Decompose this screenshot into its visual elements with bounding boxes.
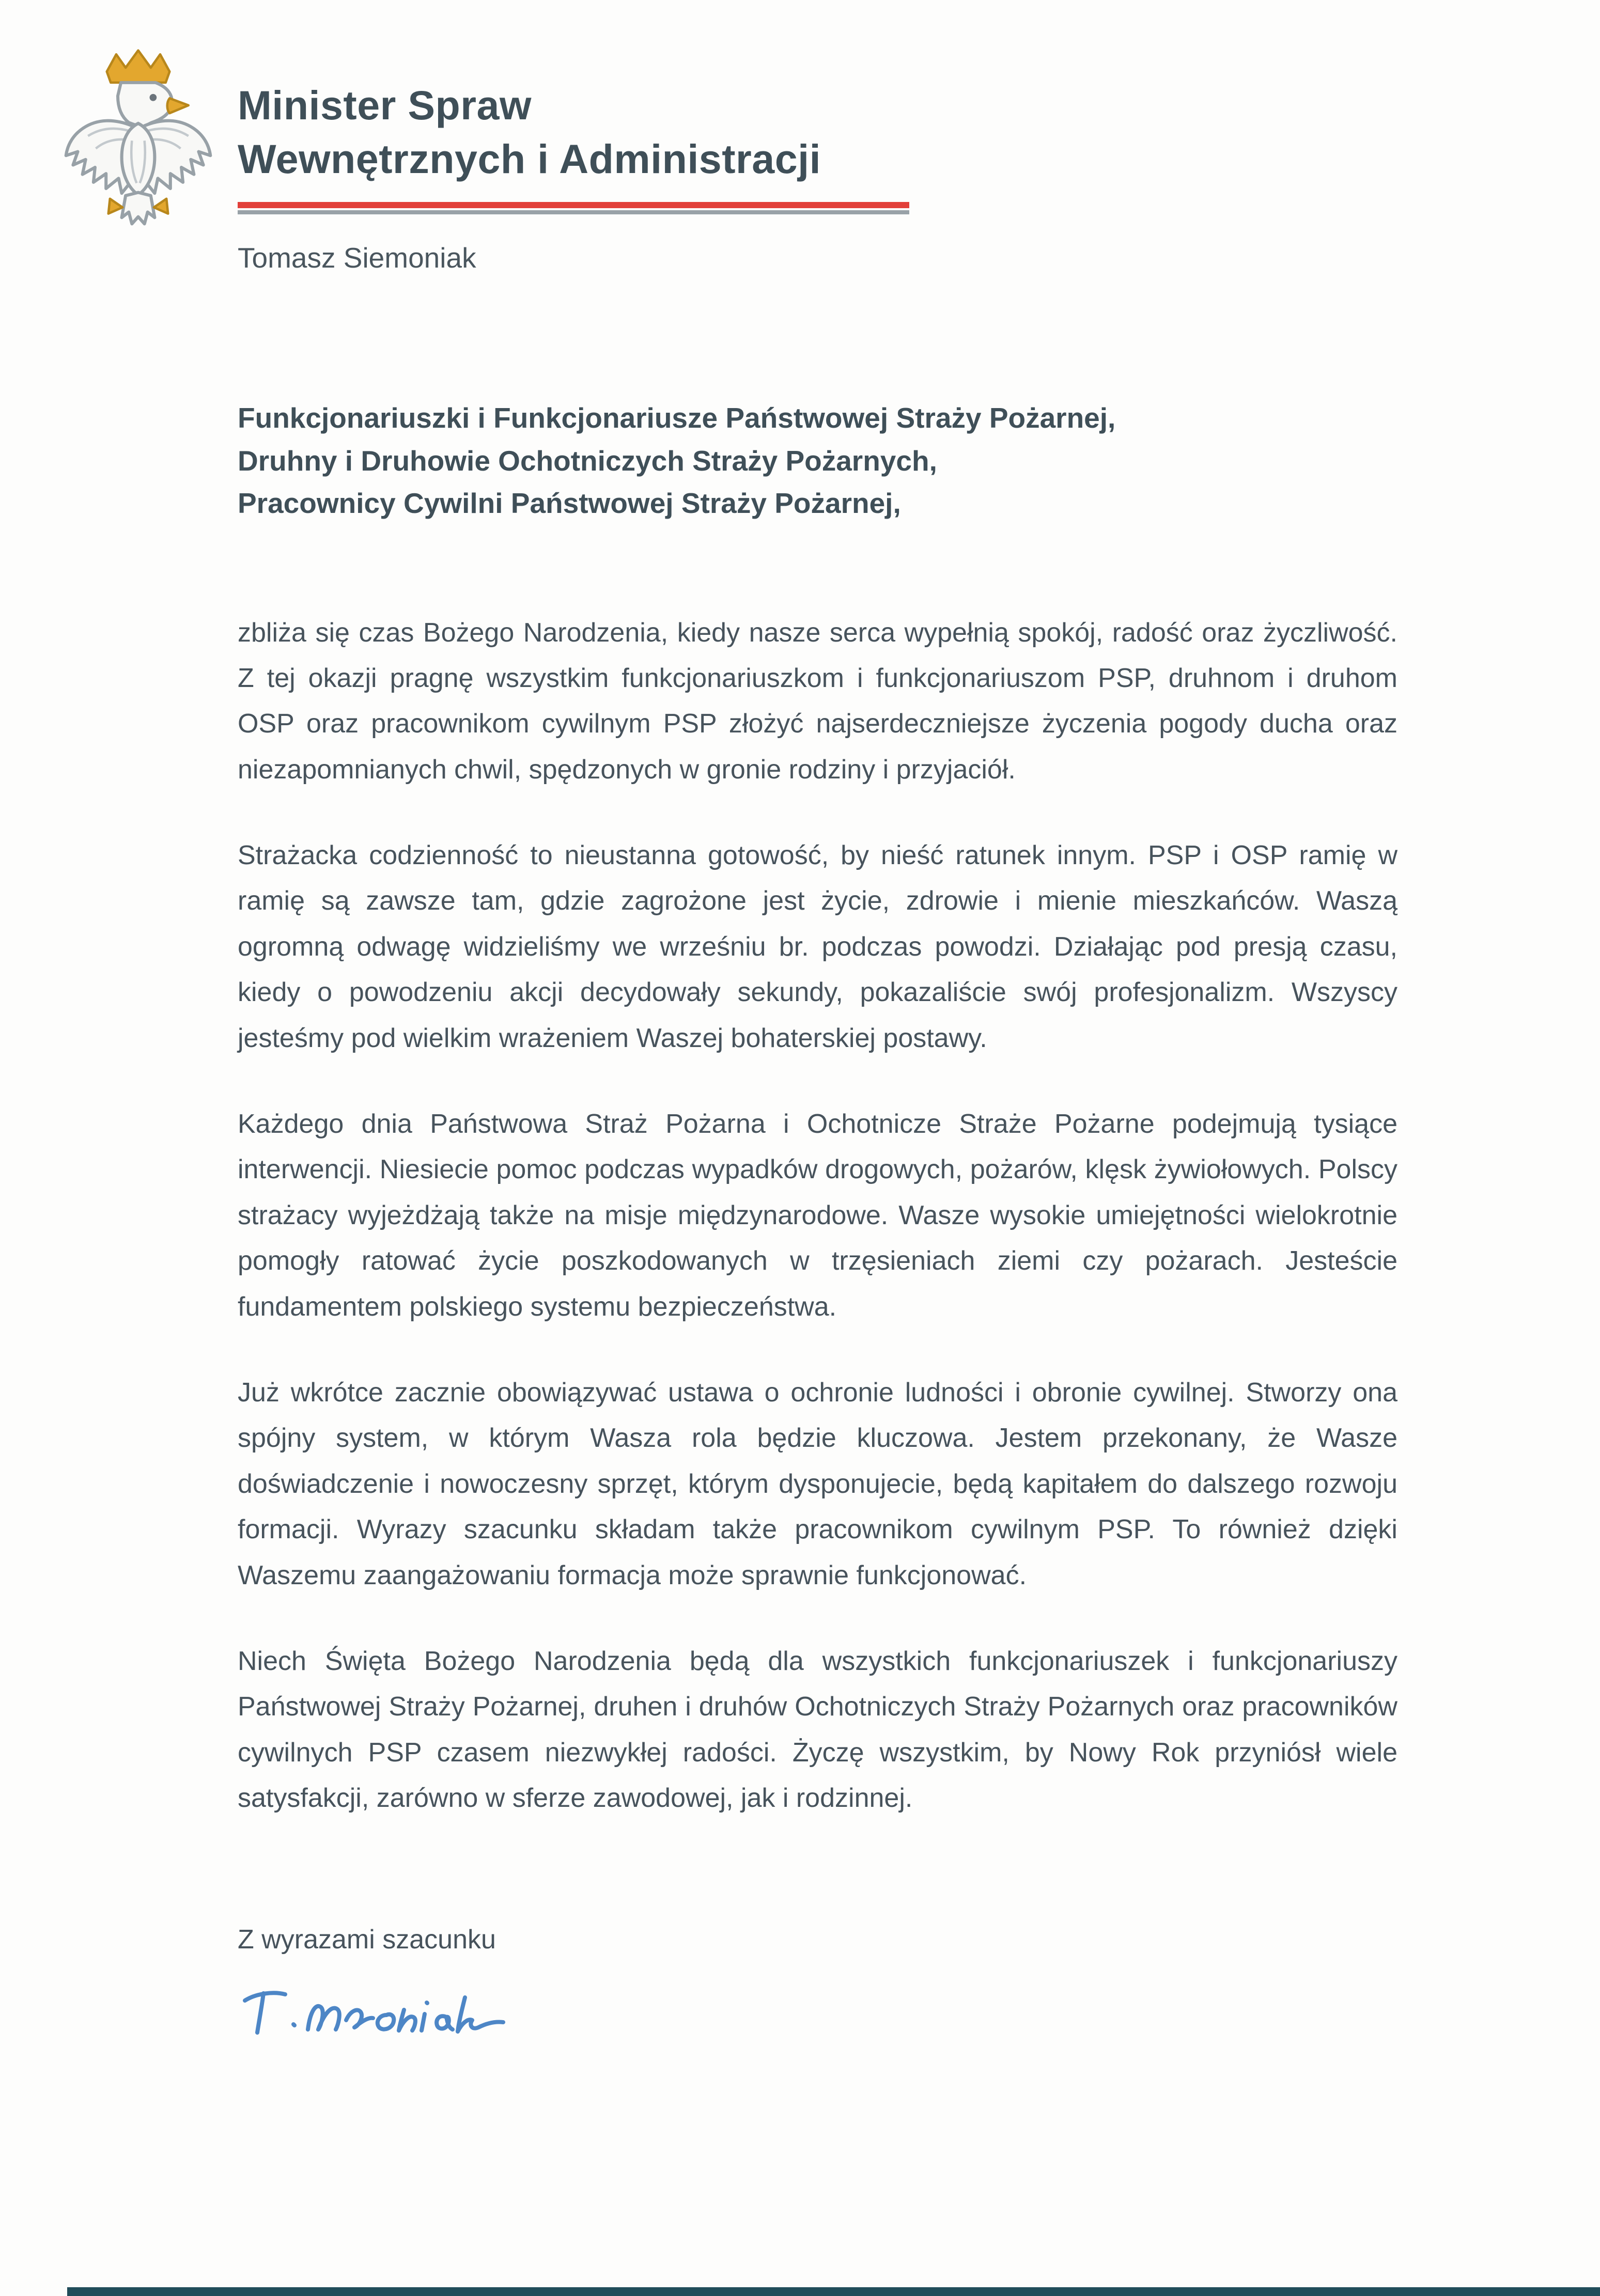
ministry-title xyxy=(238,79,909,186)
letter-paragraph: Strażacka codzienność to nieustanna gotowość, by nieść ratunek innym. PSP i OSP ramię w ramię są zawsze tam, gdzie zagrożone jest życie, zdrowie i mienie mieszkańców. Waszą ogromną odwagę widzieliśmy we wrześniu br. podczas powodzi. Działając pod presją czasu, kiedy o powodzeniu akcji decydowały sekundy, pokazaliście swój profesjonalizm. Wszyscy jesteśmy pod wielkim wrażeniem Waszej bohaterskiej postawy. xyxy=(238,840,1397,1053)
header-divider-red-line xyxy=(238,202,909,208)
letter-paragraph: Każdego dnia Państwowa Straż Pożarna i Ochotnicze Straże Pożarne podejmują tysiące interwencji. Niesiecie pomoc podczas wypadków drogowych, pożarów, klęsk żywiołowych. Polscy strażacy wyjeżdżają także na misje międzynarodowe. Wasze wysokie umiejętności wielokrotnie pomogły ratować życie poszkodowanych w trzęsieniach ziemi czy pożarach. Jesteście fundamentem polskiego systemu bezpieczeństwa. xyxy=(238,1109,1397,1322)
header-divider-gray-line xyxy=(238,210,909,214)
salutation-line: Funkcjonariuszki i Funkcjonariusze Państwowej Straży Pożarnej, xyxy=(238,402,1116,434)
header-divider xyxy=(238,202,909,214)
salutation-line: Pracownicy Cywilni Państwowej Straży Pożarnej, xyxy=(238,487,901,519)
letter-paragraph: Niech Święta Bożego Narodzenia będą dla wszystkich funkcjonariuszek i funkcjonariuszy Państwowej Straży Pożarnej, druhen i druhów Ochotniczych Straży Pożarnych oraz pracowników cywilnych PSP czasem niezwykłej radości. Życzę wszystkim, by Nowy Rok przyniósł wiele satysfakcji, zarówno w sferze zawodowej, jak i rodzinnej. xyxy=(238,1646,1397,1814)
salutation xyxy=(238,397,1397,525)
letter-body xyxy=(238,397,1397,2051)
letter-paragraph: zbliża się czas Bożego Narodzenia, kiedy nasze serca wypełnią spokój, radość oraz życzliwość. Z tej okazji pragnę wszystkim funkcjonariuszkom i funkcjonariuszom PSP, druhnom i druhom OSP oraz pracownikom cywilnym PSP złożyć najserdeczniejsze życzenia pogody ducha oraz niezapomnianych chwil, spędzonych w gronie rodziny i przyjaciół. xyxy=(238,617,1397,785)
ministry-title-line2: Wewnętrznych i Administracji xyxy=(238,136,821,182)
minister-name: Tomasz Siemoniak xyxy=(238,241,476,274)
letterhead xyxy=(59,46,909,274)
page-bottom-bar xyxy=(67,2287,1600,2296)
signature-handwriting xyxy=(238,1974,548,2051)
polish-eagle-icon xyxy=(59,46,217,251)
closing-formula: Z wyrazami szacunku xyxy=(238,1925,496,1955)
letterhead-text xyxy=(238,46,909,274)
ministry-title-line1: Minister Spraw xyxy=(238,82,532,128)
salutation-line: Druhny i Druhowie Ochotniczych Straży Pożarnych, xyxy=(238,444,937,477)
letter-paragraph: Już wkrótce zacznie obowiązywać ustawa o ochronie ludności i obronie cywilnej. Stworzy ona spójny system, w którym Wasza rola będzie kluczowa. Jestem przekonany, że Wasze doświadczenie i nowoczesny sprzęt, którym dysponujecie, będą kapitałem do dalszego rozwoju formacji. Wyrazy szacunku składam także pracownikom cywilnym PSP. To również dzięki Waszemu zaangażowaniu formacja może sprawnie funkcjonować. xyxy=(238,1377,1397,1590)
